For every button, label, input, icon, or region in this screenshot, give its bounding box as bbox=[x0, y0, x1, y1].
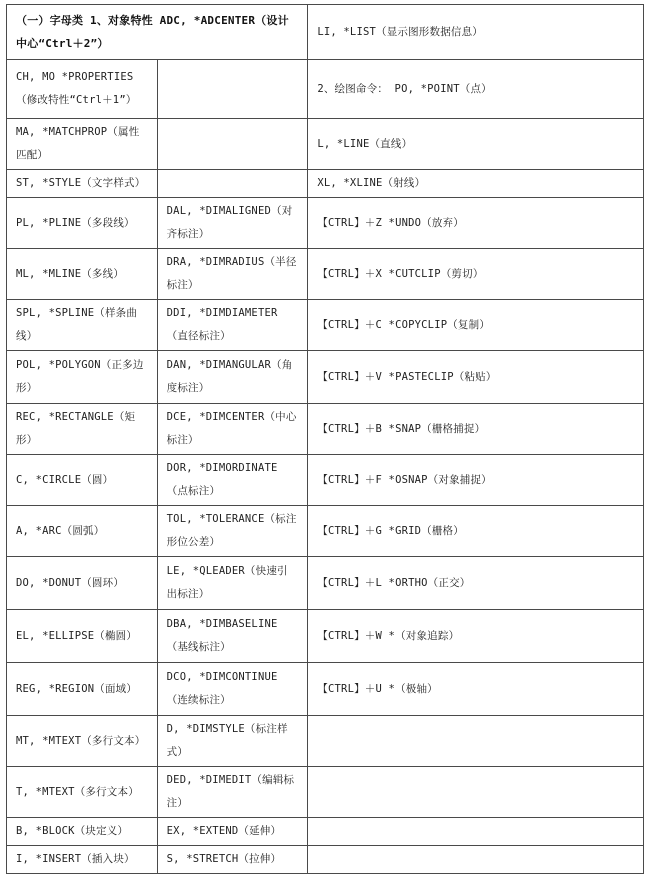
table-row bbox=[7, 351, 644, 404]
table-cell: 【CTRL】＋Z *UNDO（放弃） bbox=[308, 198, 644, 249]
table-cell: L, *LINE（直线） bbox=[308, 119, 644, 170]
table-cell bbox=[157, 60, 308, 119]
table-cell bbox=[308, 846, 644, 874]
table-row bbox=[7, 455, 644, 506]
table-cell bbox=[157, 119, 308, 170]
section-heading: （一）字母类 1、对象特性 ADC, *ADCENTER（设计中心“Ctrl＋2”） bbox=[7, 5, 308, 60]
table-cell bbox=[308, 767, 644, 818]
table-cell: DCO, *DIMCONTINUE（连续标注） bbox=[157, 663, 308, 716]
table-cell: 【CTRL】＋C *COPYCLIP（复制） bbox=[308, 300, 644, 351]
table-row bbox=[7, 249, 644, 300]
table-cell: REC, *RECTANGLE（矩形） bbox=[7, 404, 158, 455]
table-cell: PL, *PLINE（多段线） bbox=[7, 198, 158, 249]
table-cell: 【CTRL】＋W *（对象追踪） bbox=[308, 610, 644, 663]
table-cell: POL, *POLYGON（正多边形） bbox=[7, 351, 158, 404]
table-header-row bbox=[7, 5, 644, 60]
table-cell: S, *STRETCH（拉伸） bbox=[157, 846, 308, 874]
table-cell: DBA, *DIMBASELINE（基线标注） bbox=[157, 610, 308, 663]
table-cell: DO, *DONUT（圆环） bbox=[7, 557, 158, 610]
table-cell: LI, *LIST（显示图形数据信息） bbox=[308, 5, 644, 60]
table-cell: DOR, *DIMORDINATE（点标注） bbox=[157, 455, 308, 506]
table-cell: D, *DIMSTYLE（标注样式） bbox=[157, 716, 308, 767]
table-row bbox=[7, 818, 644, 846]
table-cell: ST, *STYLE（文字样式） bbox=[7, 170, 158, 198]
table-cell: REG, *REGION（面域） bbox=[7, 663, 158, 716]
table-cell: CH, MO *PROPERTIES（修改特性“Ctrl＋1”） bbox=[7, 60, 158, 119]
table-row bbox=[7, 557, 644, 610]
table-cell: 2、绘图命令： PO, *POINT（点） bbox=[308, 60, 644, 119]
table-cell: DRA, *DIMRADIUS（半径标注） bbox=[157, 249, 308, 300]
table-cell: SPL, *SPLINE（样条曲线） bbox=[7, 300, 158, 351]
table-cell: 【CTRL】＋U *（极轴） bbox=[308, 663, 644, 716]
table-cell: EL, *ELLIPSE（椭圆） bbox=[7, 610, 158, 663]
table-cell: ML, *MLINE（多线） bbox=[7, 249, 158, 300]
table-cell: C, *CIRCLE（圆） bbox=[7, 455, 158, 506]
table-row bbox=[7, 506, 644, 557]
table-cell: B, *BLOCK（块定义） bbox=[7, 818, 158, 846]
table-cell: DED, *DIMEDIT（编辑标注） bbox=[157, 767, 308, 818]
table-row bbox=[7, 404, 644, 455]
table-cell: A, *ARC（圆弧） bbox=[7, 506, 158, 557]
table-cell: DDI, *DIMDIAMETER（直径标注） bbox=[157, 300, 308, 351]
table-cell: XL, *XLINE（射线） bbox=[308, 170, 644, 198]
table-row bbox=[7, 119, 644, 170]
table-cell: LE, *QLEADER（快速引出标注） bbox=[157, 557, 308, 610]
table-cell: 【CTRL】＋L *ORTHO（正交） bbox=[308, 557, 644, 610]
table-row bbox=[7, 716, 644, 767]
table-cell bbox=[308, 716, 644, 767]
table-row bbox=[7, 610, 644, 663]
table-cell: DAL, *DIMALIGNED（对齐标注） bbox=[157, 198, 308, 249]
table-cell: 【CTRL】＋F *OSNAP（对象捕捉） bbox=[308, 455, 644, 506]
table-cell: TOL, *TOLERANCE（标注形位公差） bbox=[157, 506, 308, 557]
cad-command-table bbox=[6, 4, 644, 874]
table-cell: DCE, *DIMCENTER（中心标注） bbox=[157, 404, 308, 455]
table-row bbox=[7, 767, 644, 818]
table-row bbox=[7, 60, 644, 119]
table-cell: T, *MTEXT（多行文本） bbox=[7, 767, 158, 818]
table-cell: 【CTRL】＋G *GRID（栅格） bbox=[308, 506, 644, 557]
table-cell bbox=[308, 818, 644, 846]
table-row bbox=[7, 663, 644, 716]
table-cell: I, *INSERT（插入块） bbox=[7, 846, 158, 874]
table-cell: 【CTRL】＋B *SNAP（栅格捕捉） bbox=[308, 404, 644, 455]
table-cell bbox=[157, 170, 308, 198]
table-cell: 【CTRL】＋V *PASTECLIP（粘贴） bbox=[308, 351, 644, 404]
table-row bbox=[7, 170, 644, 198]
table-cell: DAN, *DIMANGULAR（角度标注） bbox=[157, 351, 308, 404]
table-row bbox=[7, 300, 644, 351]
table-cell: 【CTRL】＋X *CUTCLIP（剪切） bbox=[308, 249, 644, 300]
table-cell: MA, *MATCHPROP（属性匹配） bbox=[7, 119, 158, 170]
table-row bbox=[7, 846, 644, 874]
table-cell: MT, *MTEXT（多行文本） bbox=[7, 716, 158, 767]
table-row bbox=[7, 198, 644, 249]
table-cell: EX, *EXTEND（延伸） bbox=[157, 818, 308, 846]
